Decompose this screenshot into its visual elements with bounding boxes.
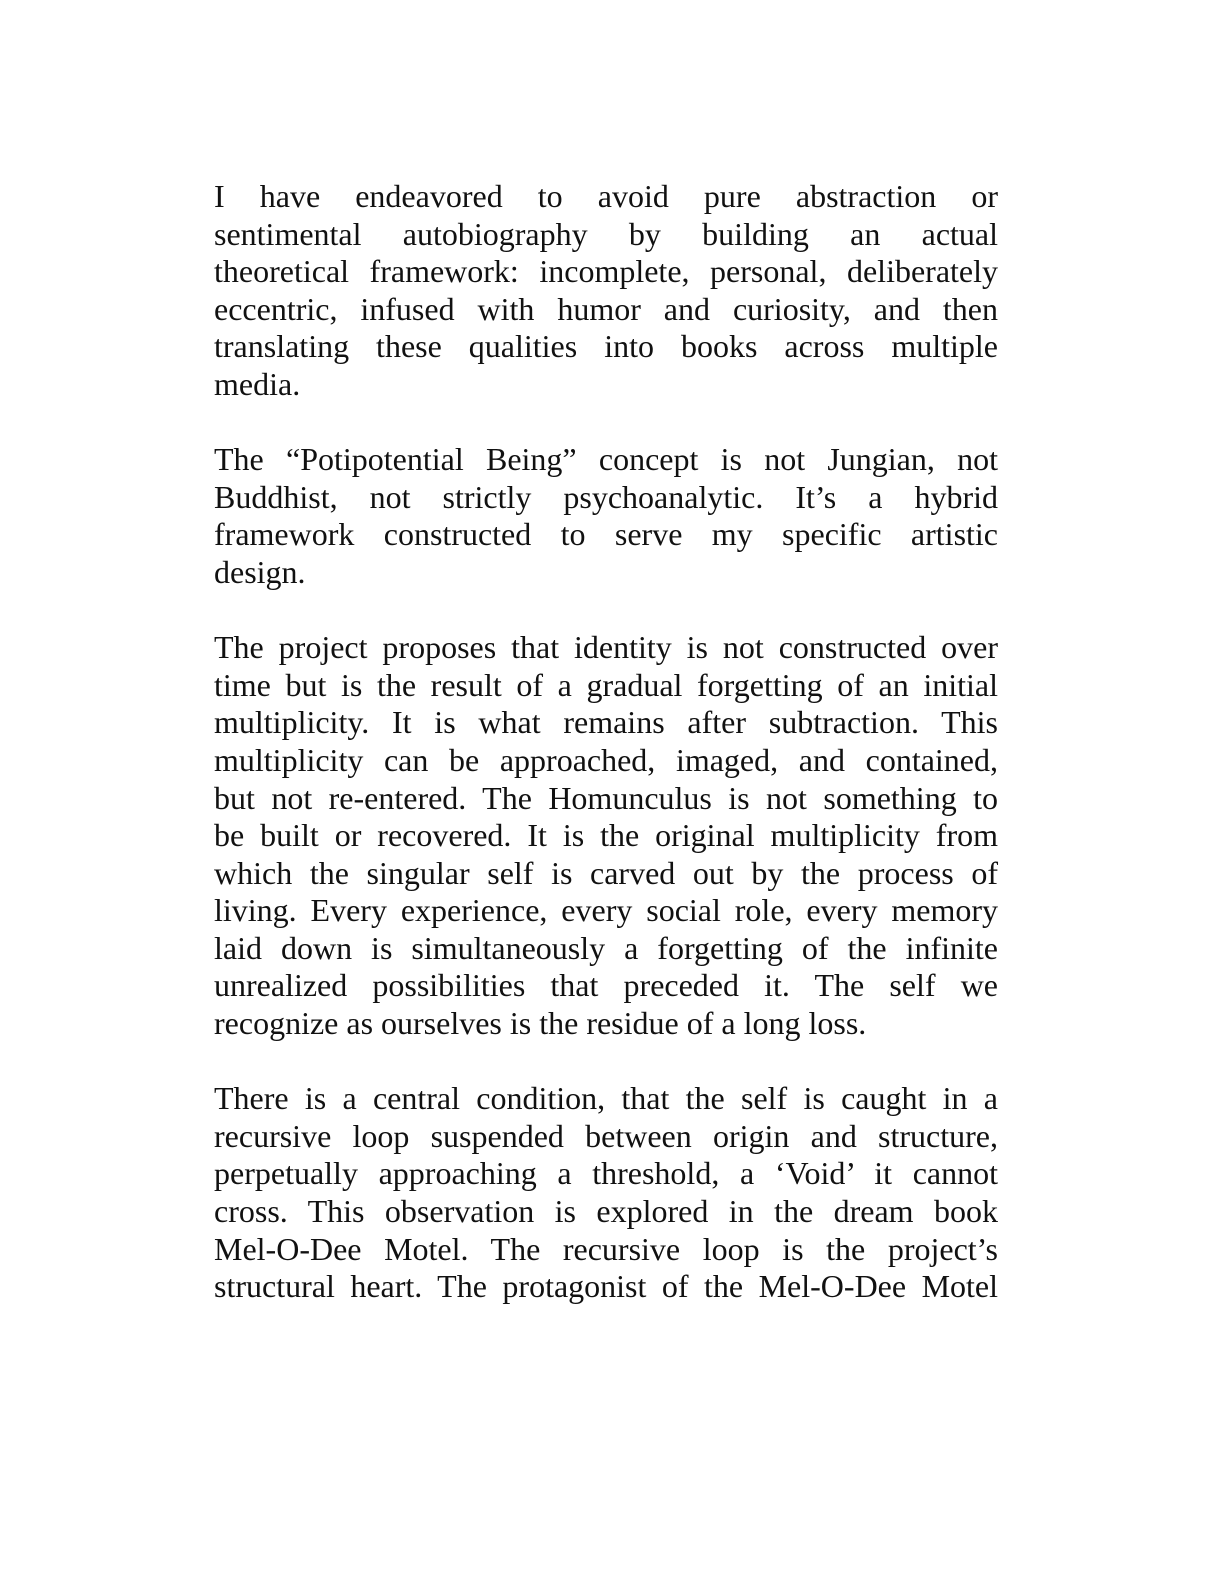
paragraph-4 [214,1080,998,1306]
text-line: structural heart. The protagonist of the Mel-O-Dee Motel [214,1268,998,1305]
text-line: time but is the result of a gradual forgetting of an initial [214,666,998,703]
text-line: There is a central condition, that the self is caught in a [214,1080,998,1117]
text-line: multiplicity. It is what remains after subtraction. This [214,704,998,741]
text-line: recursive loop suspended between origin and structure, [214,1117,998,1154]
text-line: cross. This observation is explored in the dream book [214,1193,998,1230]
text-line: The “Potipotential Being” concept is not Jungian, not [214,441,998,478]
body-text [214,178,998,1343]
text-line: sentimental autobiography by building an actual [214,215,998,252]
paragraph-3 [214,629,998,1043]
text-line: translating these qualities into books across multiple [214,328,998,365]
text-line: Buddhist, not strictly psychoanalytic. It’s a hybrid [214,478,998,515]
text-line: unrealized possibilities that preceded it. The self we [214,967,998,1004]
text-line: media. [214,365,301,402]
paragraph-1 [214,178,998,404]
text-line: framework constructed to serve my specific artistic [214,516,998,553]
text-line: but not re-entered. The Homunculus is not something to [214,779,998,816]
text-line: recognize as ourselves is the residue of a long loss. [214,1005,867,1042]
text-line: theoretical framework: incomplete, personal, deliberately [214,253,998,290]
text-line: multiplicity can be approached, imaged, and contained, [214,741,998,778]
text-line: living. Every experience, every social role, every memory [214,892,998,929]
paragraph-2 [214,441,998,591]
text-line: perpetually approaching a threshold, a ‘Void’ it cannot [214,1155,998,1192]
text-line: eccentric, infused with humor and curiosity, and then [214,290,998,327]
text-line: Mel-O-Dee Motel. The recursive loop is the project’s [214,1230,998,1267]
text-line: which the singular self is carved out by the process of [214,854,998,891]
text-line: I have endeavored to avoid pure abstraction or [214,178,998,214]
text-line: The project proposes that identity is not constructed over [214,629,998,666]
text-line: laid down is simultaneously a forgetting of the infinite [214,929,998,966]
text-line: be built or recovered. It is the original multiplicity from [214,817,998,854]
text-line: design. [214,553,306,590]
